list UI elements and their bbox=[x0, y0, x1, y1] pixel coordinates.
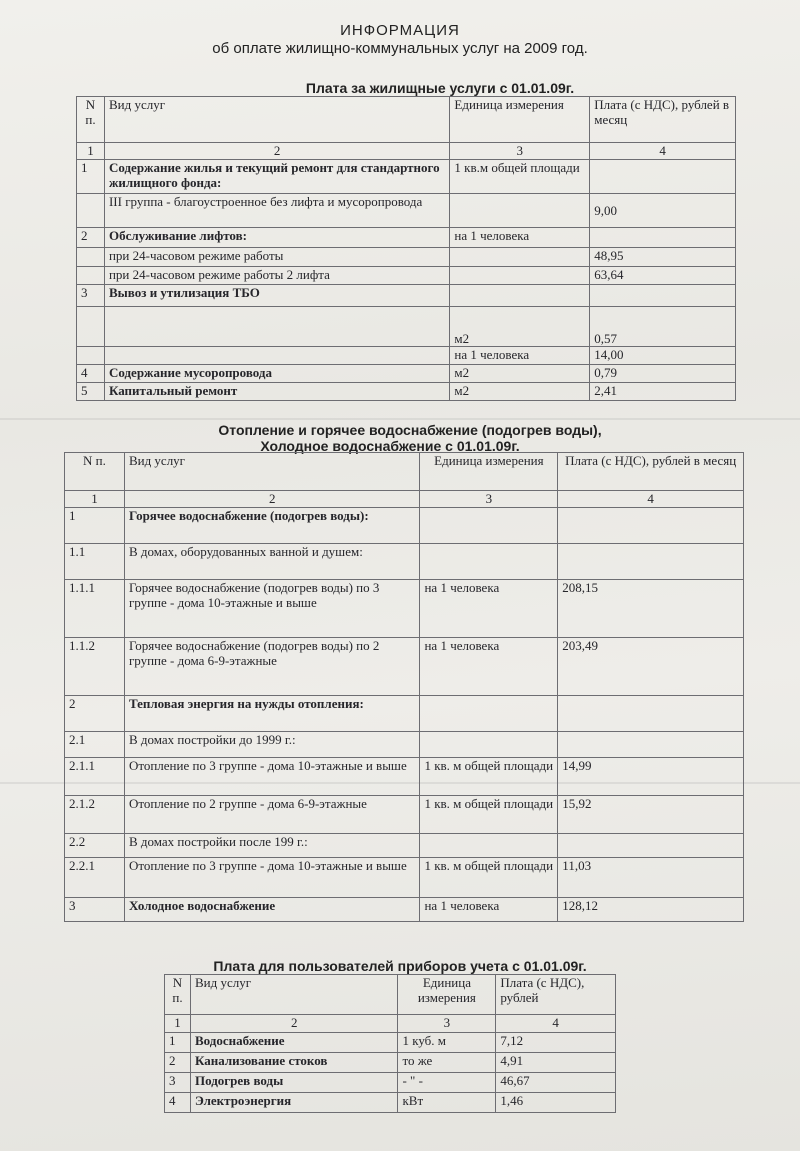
row-unit: то же bbox=[398, 1053, 496, 1073]
row-unit bbox=[420, 544, 558, 580]
row-price: 0,57 bbox=[590, 307, 736, 347]
row-number: 2.1.1 bbox=[65, 758, 125, 796]
row-service: при 24-часовом режиме работы bbox=[104, 248, 449, 267]
row-price: 128,12 bbox=[558, 898, 744, 922]
col-number: 1 bbox=[65, 491, 125, 508]
table-row bbox=[65, 796, 744, 834]
row-unit: на 1 человека bbox=[420, 638, 558, 696]
table-row bbox=[65, 580, 744, 638]
row-price: 2,41 bbox=[590, 383, 736, 401]
row-service: Вывоз и утилизация ТБО bbox=[104, 285, 449, 307]
row-unit: на 1 человека bbox=[420, 898, 558, 922]
section2-title-line1: Отопление и горячее водоснабжение (подогрев воды), bbox=[218, 422, 602, 438]
row-number: 1.1.1 bbox=[65, 580, 125, 638]
row-price: 63,64 bbox=[590, 267, 736, 285]
table-row bbox=[65, 858, 744, 898]
col-header-service: Вид услуг bbox=[124, 453, 420, 491]
housing-services-table bbox=[76, 96, 736, 401]
row-number: 2.2 bbox=[65, 834, 125, 858]
col-number: 1 bbox=[77, 143, 105, 160]
section2-title-line2: Холодное водоснабжение с 01.01.09г. bbox=[260, 438, 520, 454]
row-price: 9,00 bbox=[590, 194, 736, 228]
row-unit bbox=[420, 696, 558, 732]
row-service: Тепловая энергия на нужды отопления: bbox=[124, 696, 420, 732]
row-price: 11,03 bbox=[558, 858, 744, 898]
col-number: 4 bbox=[558, 491, 744, 508]
col-header-price: Плата (с НДС), рублей в месяц bbox=[590, 97, 736, 143]
row-unit: 1 кв. м общей площади bbox=[420, 796, 558, 834]
table-row bbox=[77, 383, 736, 401]
col-number: 4 bbox=[496, 1015, 616, 1033]
row-number: 4 bbox=[77, 365, 105, 383]
row-service: III группа - благоустроенное без лифта и мусоропровода bbox=[104, 194, 449, 228]
row-number: 5 bbox=[77, 383, 105, 401]
row-service: Горячее водоснабжение (подогрев воды) по 3 группе - дома 10-этажные и выше bbox=[124, 580, 420, 638]
col-header-n: N п. bbox=[165, 975, 191, 1015]
row-number: 2 bbox=[165, 1053, 191, 1073]
row-unit bbox=[450, 194, 590, 228]
document-title: ИНФОРМАЦИЯ bbox=[340, 22, 460, 39]
row-number bbox=[77, 194, 105, 228]
row-price: 48,95 bbox=[590, 248, 736, 267]
row-unit: кВт bbox=[398, 1093, 496, 1113]
row-unit: на 1 человека bbox=[450, 347, 590, 365]
col-header-service: Вид услуг bbox=[190, 975, 398, 1015]
row-price: 7,12 bbox=[496, 1033, 616, 1053]
row-unit: 1 кв. м общей площади bbox=[420, 858, 558, 898]
table-row bbox=[65, 758, 744, 796]
row-number: 2 bbox=[77, 228, 105, 248]
col-header-price: Плата (с НДС), рублей bbox=[496, 975, 616, 1015]
row-service: В домах постройки после 199 г.: bbox=[124, 834, 420, 858]
row-service: Содержание мусоропровода bbox=[104, 365, 449, 383]
row-price bbox=[558, 732, 744, 758]
row-price bbox=[590, 285, 736, 307]
row-unit bbox=[450, 267, 590, 285]
row-price: 1,46 bbox=[496, 1093, 616, 1113]
row-number: 3 bbox=[165, 1073, 191, 1093]
table-row bbox=[165, 1033, 616, 1053]
row-unit: 1 кв. м общей площади bbox=[420, 758, 558, 796]
table-row bbox=[65, 696, 744, 732]
row-unit bbox=[450, 285, 590, 307]
row-unit: на 1 человека bbox=[450, 228, 590, 248]
col-header-unit: Единица измерения bbox=[420, 453, 558, 491]
row-service: Горячее водоснабжение (подогрев воды): bbox=[124, 508, 420, 544]
col-number-row bbox=[165, 1015, 616, 1033]
row-price: 14,00 bbox=[590, 347, 736, 365]
row-price: 15,92 bbox=[558, 796, 744, 834]
paper-crease bbox=[0, 418, 800, 420]
table-row bbox=[77, 347, 736, 365]
table-row bbox=[65, 834, 744, 858]
row-service: Электроэнергия bbox=[190, 1093, 398, 1113]
row-unit: 1 кв.м общей площади bbox=[450, 160, 590, 194]
row-unit: м2 bbox=[450, 383, 590, 401]
table-row bbox=[165, 1073, 616, 1093]
table-header-row bbox=[65, 453, 744, 491]
row-service: Канализование стоков bbox=[190, 1053, 398, 1073]
table-row bbox=[77, 194, 736, 228]
col-header-service: Вид услуг bbox=[104, 97, 449, 143]
row-number: 1 bbox=[165, 1033, 191, 1053]
row-service: В домах, оборудованных ванной и душем: bbox=[124, 544, 420, 580]
col-header-n: N п. bbox=[77, 97, 105, 143]
col-number: 4 bbox=[590, 143, 736, 160]
table-row bbox=[77, 160, 736, 194]
row-number: 2 bbox=[65, 696, 125, 732]
table-row bbox=[165, 1093, 616, 1113]
col-number: 3 bbox=[420, 491, 558, 508]
row-price bbox=[558, 508, 744, 544]
table-row bbox=[77, 267, 736, 285]
row-service: Водоснабжение bbox=[190, 1033, 398, 1053]
row-unit: - " - bbox=[398, 1073, 496, 1093]
col-number: 3 bbox=[398, 1015, 496, 1033]
document-subtitle: об оплате жилищно-коммунальных услуг на 2009 год. bbox=[212, 40, 588, 57]
col-number-row bbox=[77, 143, 736, 160]
row-unit: м2 bbox=[450, 365, 590, 383]
section1-title: Плата за жилищные услуги с 01.01.09г. bbox=[305, 80, 575, 96]
table-row bbox=[65, 732, 744, 758]
row-number: 1 bbox=[65, 508, 125, 544]
row-number: 2.1.2 bbox=[65, 796, 125, 834]
row-service: В домах постройки до 1999 г.: bbox=[124, 732, 420, 758]
row-number: 3 bbox=[77, 285, 105, 307]
col-number: 2 bbox=[190, 1015, 398, 1033]
table-row bbox=[65, 508, 744, 544]
row-price bbox=[558, 696, 744, 732]
col-number: 3 bbox=[450, 143, 590, 160]
row-unit bbox=[450, 248, 590, 267]
row-unit: на 1 человека bbox=[420, 580, 558, 638]
table-row bbox=[65, 638, 744, 696]
row-price: 4,91 bbox=[496, 1053, 616, 1073]
table-row bbox=[165, 1053, 616, 1073]
col-header-unit: Единица измерения bbox=[450, 97, 590, 143]
row-price: 203,49 bbox=[558, 638, 744, 696]
row-service bbox=[104, 307, 449, 347]
table-row bbox=[77, 307, 736, 347]
row-number: 1.1.2 bbox=[65, 638, 125, 696]
row-price: 14,99 bbox=[558, 758, 744, 796]
col-header-n: N п. bbox=[65, 453, 125, 491]
row-unit bbox=[420, 508, 558, 544]
row-number: 1 bbox=[77, 160, 105, 194]
row-number: 3 bbox=[65, 898, 125, 922]
row-price bbox=[558, 834, 744, 858]
row-service: Капитальный ремонт bbox=[104, 383, 449, 401]
col-number: 2 bbox=[104, 143, 449, 160]
row-price bbox=[590, 160, 736, 194]
section3-title: Плата для пользователей приборов учета с 01.01.09г. bbox=[213, 958, 587, 974]
metered-users-table bbox=[164, 974, 616, 1113]
heating-water-table bbox=[64, 452, 744, 922]
table-row bbox=[65, 544, 744, 580]
row-service: Обслуживание лифтов: bbox=[104, 228, 449, 248]
table-header-row bbox=[165, 975, 616, 1015]
row-service: Холодное водоснабжение bbox=[124, 898, 420, 922]
row-unit bbox=[420, 834, 558, 858]
col-number: 1 bbox=[165, 1015, 191, 1033]
row-number bbox=[77, 267, 105, 285]
table-row bbox=[65, 898, 744, 922]
row-number: 4 bbox=[165, 1093, 191, 1113]
table-row bbox=[77, 285, 736, 307]
row-price: 0,79 bbox=[590, 365, 736, 383]
row-price: 208,15 bbox=[558, 580, 744, 638]
row-unit: 1 куб. м bbox=[398, 1033, 496, 1053]
row-number: 2.1 bbox=[65, 732, 125, 758]
table-row bbox=[77, 248, 736, 267]
row-unit bbox=[420, 732, 558, 758]
table-row bbox=[77, 365, 736, 383]
row-service: Содержание жилья и текущий ремонт для стандартного жилищного фонда: bbox=[104, 160, 449, 194]
row-service: Отопление по 3 группе - дома 10-этажные и выше bbox=[124, 758, 420, 796]
row-service: Горячее водоснабжение (подогрев воды) по 2 группе - дома 6-9-этажные bbox=[124, 638, 420, 696]
row-number: 2.2.1 bbox=[65, 858, 125, 898]
row-service: при 24-часовом режиме работы 2 лифта bbox=[104, 267, 449, 285]
row-service bbox=[104, 347, 449, 365]
row-number bbox=[77, 307, 105, 347]
row-service: Подогрев воды bbox=[190, 1073, 398, 1093]
col-header-unit: Единица измерения bbox=[398, 975, 496, 1015]
row-service: Отопление по 2 группе - дома 6-9-этажные bbox=[124, 796, 420, 834]
row-price bbox=[558, 544, 744, 580]
row-service: Отопление по 3 группе - дома 10-этажные и выше bbox=[124, 858, 420, 898]
row-number bbox=[77, 248, 105, 267]
table-header-row bbox=[77, 97, 736, 143]
table-row bbox=[77, 228, 736, 248]
col-number: 2 bbox=[124, 491, 420, 508]
col-header-price: Плата (с НДС), рублей в месяц bbox=[558, 453, 744, 491]
col-number-row bbox=[65, 491, 744, 508]
row-number bbox=[77, 347, 105, 365]
row-price bbox=[590, 228, 736, 248]
row-unit: м2 bbox=[450, 307, 590, 347]
row-price: 46,67 bbox=[496, 1073, 616, 1093]
row-number: 1.1 bbox=[65, 544, 125, 580]
